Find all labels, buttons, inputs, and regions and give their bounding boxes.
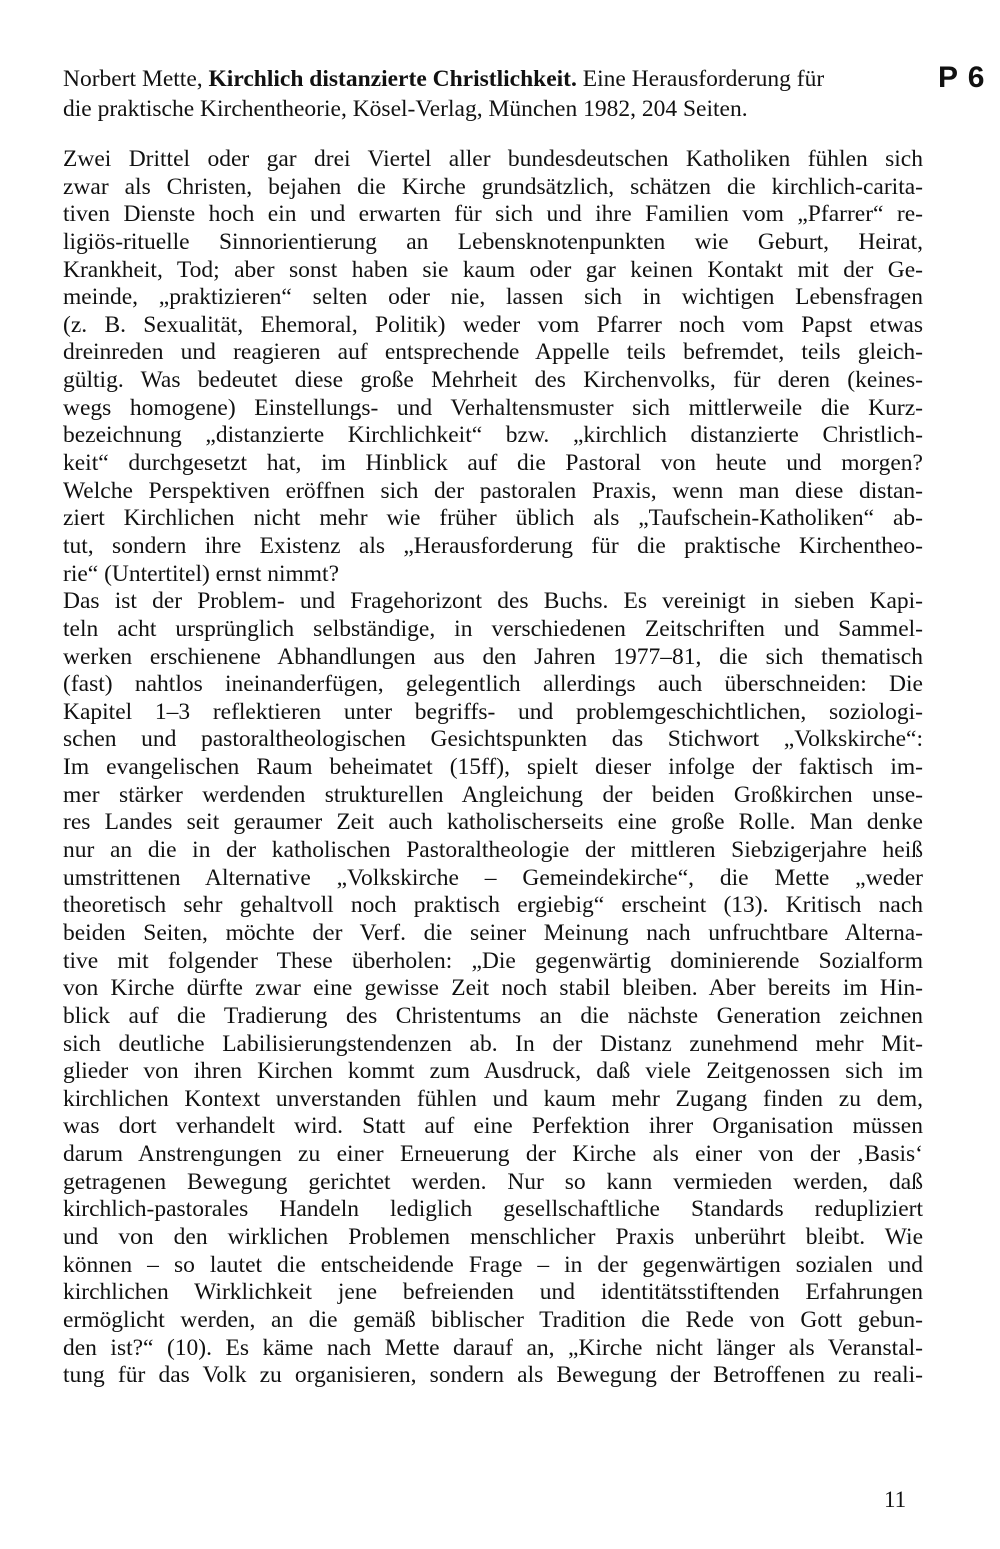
body-line: von Kirche dürfte zwar eine gewisse Zeit noch stabil bleiben. Aber bereits im Hin- bbox=[63, 975, 923, 1002]
subtitle: Eine Herausforderung für bbox=[576, 66, 825, 92]
body-line: tive mit folgender These überholen: „Die gegenwärtig dominierende Sozialform bbox=[63, 947, 923, 974]
body-line: zwar als Christen, bejahen die Kirche grundsätzlich, schätzen die kirchlich-carita- bbox=[63, 173, 923, 200]
body-line: Krankheit, Tod; aber sonst haben sie kaum oder gar keinen Kontakt mit der Ge- bbox=[63, 256, 923, 283]
body-line: res Landes seit geraumer Zeit auch katholischerseits eine große Rolle. Man denke bbox=[63, 809, 923, 836]
review-body bbox=[63, 146, 923, 1390]
body-line: ermöglicht werden, an die gemäß biblischer Tradition die Rede von Gott gebun- bbox=[63, 1306, 923, 1333]
body-line: gültig. Was bedeutet diese große Mehrheit des Kirchenvolks, für deren (keines- bbox=[63, 367, 923, 394]
body-line: kirchlich-pastorales Handeln lediglich gesellschaftliche Standards redupliziert bbox=[63, 1196, 923, 1223]
body-line: (z. B. Sexualität, Ehemoral, Politik) weder vom Pfarrer noch vom Papst etwas bbox=[63, 311, 923, 338]
body-line: kirchlichen Wirklichkeit jene befreienden und identitätsstiftenden Erfahrungen bbox=[63, 1279, 923, 1306]
body-line: teln acht ursprünglich selbständige, in verschiedenen Zeitschriften und Sammel- bbox=[63, 615, 923, 642]
body-line: schen und pastoraltheologischen Gesichtspunkten das Stichwort „Volkskirche“: bbox=[63, 726, 923, 753]
header-line-1 bbox=[63, 64, 923, 94]
body-line: Welche Perspektiven eröffnen sich der pastoralen Praxis, wenn man diese distan- bbox=[63, 477, 923, 504]
body-line: darum Anstrengungen zu einer Erneuerung der Kirche als einer von der ‚Basis‘ bbox=[63, 1141, 923, 1168]
body-line: mer stärker werdenden strukturellen Angleichung der beiden Großkirchen unse- bbox=[63, 781, 923, 808]
body-line: glieder von ihren Kirchen kommt zum Ausdruck, daß viele Zeitgenossen sich im bbox=[63, 1058, 923, 1085]
body-line: (fast) nahtlos ineinanderfügen, gelegentlich allerdings auch überschneiden: Die bbox=[63, 671, 923, 698]
body-line: kirchlichen Kontext unverstanden fühlen und kaum mehr Zugang finden zu dem, bbox=[63, 1085, 923, 1112]
body-line: ligiös-rituelle Sinnorientierung an Lebensknotenpunkten wie Geburt, Heirat, bbox=[63, 228, 923, 255]
body-line: wegs homogene) Einstellungs- und Verhaltensmuster sich mittlerweile die Kurz- bbox=[63, 394, 923, 421]
body-line: meinde, „praktizieren“ selten oder nie, lassen sich in wichtigen Lebensfragen bbox=[63, 284, 923, 311]
body-line: Zwei Drittel oder gar drei Viertel aller bundesdeutschen Katholiken fühlen sich bbox=[63, 146, 923, 172]
header-line-2: die praktische Kirchentheorie, Kösel-Verlag, München 1982, 204 Seiten. bbox=[63, 96, 748, 122]
body-line: beiden Seiten, möchte der Verf. die seiner Meinung nach unfruchtbare Alterna- bbox=[63, 919, 923, 946]
body-line: Das ist der Problem- und Fragehorizont des Buchs. Es vereinigt in sieben Kapi- bbox=[63, 588, 923, 615]
body-line: getragenen Bewegung gerichtet werden. Nur so kann vermieden werden, daß bbox=[63, 1168, 923, 1195]
body-line: Kapitel 1–3 reflektieren unter begriffs- und problemgeschichtlichen, soziologi- bbox=[63, 698, 923, 725]
body-line: bezeichnung „distanzierte Kirchlichkeit“ bzw. „kirchlich distanzierte Christlich- bbox=[63, 422, 923, 449]
book-title: Kirchlich distanzierte Christlichkeit. bbox=[208, 66, 577, 92]
body-line: rie“ (Untertitel) ernst nimmt? bbox=[63, 560, 340, 587]
body-line: Im evangelischen Raum beheimatet (15ff), spielt dieser infolge der faktisch im- bbox=[63, 754, 923, 781]
body-line: können – so lautet die entscheidende Frage – in der gegenwärtigen sozialen und bbox=[63, 1251, 923, 1278]
body-line: den ist?“ (10). Es käme nach Mette darauf an, „Kirche nicht länger als Veranstal- bbox=[63, 1334, 923, 1361]
body-line: nur an die in der katholischen Pastoraltheologie der mittleren Siebzigerjahre heiß bbox=[63, 837, 923, 864]
bibliographic-header bbox=[63, 64, 923, 124]
review-marker: P 6 bbox=[938, 61, 986, 94]
author: Norbert Mette, bbox=[63, 66, 209, 92]
body-line: theoretisch sehr gehaltvoll noch praktisch ergiebig“ erscheint (13). Kritisch nach bbox=[63, 892, 923, 919]
body-line: sich deutliche Labilisierungstendenzen ab. In der Distanz zunehmend mehr Mit- bbox=[63, 1030, 923, 1057]
body-line: werken erschienene Abhandlungen aus den Jahren 1977–81, die sich thematisch bbox=[63, 643, 923, 670]
body-line: ziert Kirchlichen nicht mehr wie früher üblich als „Taufschein-Katholiken“ ab- bbox=[63, 505, 923, 532]
body-line: tut, sondern ihre Existenz als „Herausforderung für die praktische Kirchentheo- bbox=[63, 532, 923, 559]
body-line: und von den wirklichen Problemen menschlicher Praxis unberührt bleibt. Wie bbox=[63, 1223, 923, 1250]
body-line: tung für das Volk zu organisieren, sondern als Bewegung der Betroffenen zu reali- bbox=[63, 1362, 923, 1389]
body-line: dreinreden und reagieren auf entsprechende Appelle teils befremdet, teils gleich- bbox=[63, 339, 923, 366]
body-line: was dort verhandelt wird. Statt auf eine Perfektion ihrer Organisation müssen bbox=[63, 1113, 923, 1140]
body-line: keit“ durchgesetzt hat, im Hinblick auf die Pastoral von heute und morgen? bbox=[63, 450, 923, 477]
body-line: umstrittenen Alternative „Volkskirche – Gemeindekirche“, die Mette „weder bbox=[63, 864, 923, 891]
body-line: blick auf die Tradierung des Christentums an die nächste Generation zeichnen bbox=[63, 1002, 923, 1029]
body-line: tiven Dienste hoch ein und erwarten für sich und ihre Familien vom „Pfarrer“ re- bbox=[63, 201, 923, 228]
page-number: 11 bbox=[884, 1487, 907, 1512]
